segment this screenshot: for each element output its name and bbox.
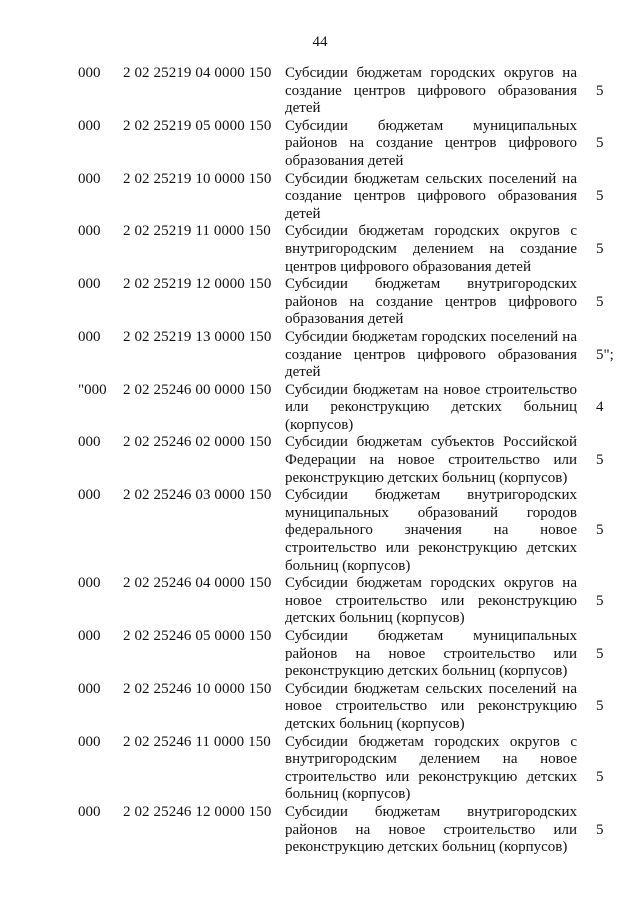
budget-classification-code: 2 02 25246 04 0000 150 [123, 575, 272, 592]
income-description: Субсидии бюджетам внутригородских районов на новое строительство или реконструкцию детских больниц (корпусов) [285, 803, 577, 856]
administrator-code: 000 [78, 628, 101, 644]
administrator-code: 000 [78, 276, 101, 293]
administrator-code: 000 [78, 223, 101, 240]
budget-code-row [0, 628, 640, 681]
version-number: 5"; [596, 346, 614, 363]
administrator-code: 000 [78, 434, 101, 451]
administrator-code: 000 [78, 487, 101, 504]
page-number: 44 [312, 34, 328, 50]
income-description: Субсидии бюджетам городских поселений на создание центров цифрового образования детей [285, 328, 577, 381]
budget-classification-code: 2 02 25219 11 0000 150 [123, 223, 271, 240]
budget-code-row [0, 276, 640, 329]
budget-code-row [0, 65, 640, 118]
version-number: 5 [596, 240, 604, 257]
income-description: Субсидии бюджетам муниципальных районов на новое строительство или реконструкцию детских больниц (корпусов) [285, 628, 577, 680]
budget-classification-code: 2 02 25219 10 0000 150 [123, 170, 272, 187]
budget-code-list [0, 65, 640, 857]
budget-code-row [0, 171, 640, 224]
budget-code-row [0, 382, 640, 435]
version-number: 4 [596, 399, 604, 416]
administrator-code: 000 [78, 680, 101, 697]
budget-code-row [0, 804, 640, 857]
version-number: 5 [596, 82, 604, 99]
version-number: 5 [596, 293, 604, 310]
income-description: Субсидии бюджетам городских округов с внутригородским делением на новое строительство или реконструкцию детских больниц (корпусов) [285, 733, 577, 803]
income-description: Субсидии бюджетам внутригородских муниципальных образований городов федерального значения на новое строительство или реконструкцию детских больниц (корпусов) [285, 487, 577, 574]
version-number: 5 [596, 645, 604, 662]
administrator-code: 000 [78, 733, 101, 750]
income-description: Субсидии бюджетам сельских поселений на создание центров цифрового образования детей [285, 170, 577, 222]
version-number: 5 [596, 592, 604, 609]
administrator-code: "000 [78, 381, 107, 398]
budget-code-row [0, 434, 640, 487]
income-description: Субсидии бюджетам на новое строительство или реконструкцию детских больниц (корпусов) [285, 381, 577, 433]
budget-classification-code: 2 02 25246 00 0000 150 [123, 381, 272, 398]
budget-classification-code: 2 02 25219 04 0000 150 [123, 65, 272, 81]
income-description: Субсидии бюджетам субъектов Российской Федерации на новое строительство или реконструкцию детских больниц (корпусов) [285, 434, 577, 486]
administrator-code: 000 [78, 575, 101, 592]
budget-classification-code: 2 02 25219 05 0000 150 [123, 117, 272, 134]
version-number: 5 [596, 821, 604, 838]
budget-classification-code: 2 02 25246 12 0000 150 [123, 803, 272, 820]
version-number: 5 [596, 188, 604, 205]
administrator-code: 000 [78, 170, 101, 187]
budget-code-row [0, 487, 640, 575]
version-number: 5 [596, 135, 604, 152]
budget-classification-code: 2 02 25246 05 0000 150 [123, 628, 272, 644]
budget-code-row [0, 329, 640, 382]
budget-classification-code: 2 02 25219 13 0000 150 [123, 328, 272, 345]
version-number: 5 [596, 768, 604, 785]
budget-classification-code: 2 02 25246 03 0000 150 [123, 487, 272, 504]
budget-classification-code: 2 02 25246 02 0000 150 [123, 434, 272, 451]
budget-code-row [0, 681, 640, 734]
budget-code-row [0, 734, 640, 804]
income-description: Субсидии бюджетам внутригородских районов на создание центров цифрового образования детей [285, 276, 577, 328]
version-number: 5 [596, 452, 604, 469]
income-description: Субсидии бюджетам городских округов на новое строительство или реконструкцию детских больниц (корпусов) [285, 575, 577, 627]
budget-code-row [0, 575, 640, 628]
budget-code-row [0, 223, 640, 276]
budget-classification-code: 2 02 25246 11 0000 150 [123, 733, 271, 750]
income-description: Субсидии бюджетам городских округов с внутригородским делением на создание центров цифрового образования детей [285, 223, 577, 275]
version-number: 5 [596, 698, 604, 715]
budget-code-row [0, 118, 640, 171]
income-description: Субсидии бюджетам городских округов на создание центров цифрового образования детей [285, 65, 577, 117]
budget-classification-code: 2 02 25246 10 0000 150 [123, 680, 272, 697]
administrator-code: 000 [78, 328, 101, 345]
administrator-code: 000 [78, 65, 101, 81]
administrator-code: 000 [78, 803, 101, 820]
income-description: Субсидии бюджетам сельских поселений на новое строительство или реконструкцию детских больниц (корпусов) [285, 680, 577, 732]
budget-classification-code: 2 02 25219 12 0000 150 [123, 276, 272, 293]
version-number: 5 [596, 522, 604, 539]
income-description: Субсидии бюджетам муниципальных районов на создание центров цифрового образования детей [285, 117, 577, 169]
administrator-code: 000 [78, 117, 101, 134]
